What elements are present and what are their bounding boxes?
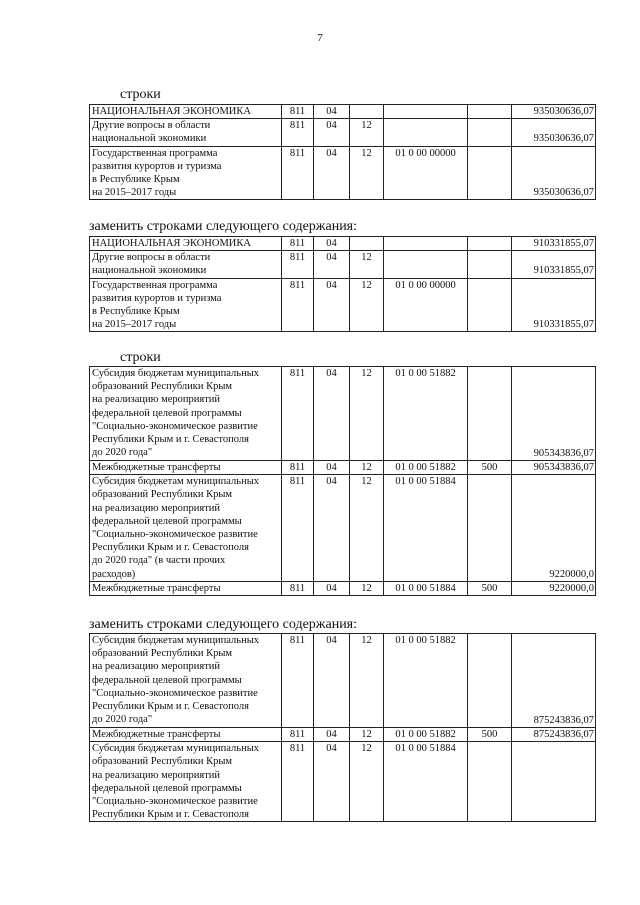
expense-type-cell bbox=[468, 119, 512, 146]
subsection-code-cell: 12 bbox=[350, 742, 384, 822]
ministry-code-cell: 811 bbox=[282, 146, 314, 200]
expense-type-cell bbox=[468, 105, 512, 119]
subsection-code-cell bbox=[350, 105, 384, 119]
table-row bbox=[90, 367, 596, 461]
section-code-cell: 04 bbox=[314, 105, 350, 119]
section-code-cell: 04 bbox=[314, 461, 350, 475]
expense-type-cell: 500 bbox=[468, 582, 512, 596]
ministry-code-cell: 811 bbox=[282, 367, 314, 461]
row-name-cell: Субсидия бюджетам муниципальных образований Республики Крым на реализацию мероприятий федеральной целевой программы "Социально-экономическое развитие Республики Крым и г. Севастополя до 2020 года" bbox=[90, 634, 282, 728]
ministry-code-cell: 811 bbox=[282, 728, 314, 742]
expense-type-cell bbox=[468, 367, 512, 461]
section-heading-rows-2: строки bbox=[120, 350, 161, 365]
ministry-code-cell: 811 bbox=[282, 278, 314, 332]
row-name-cell: НАЦИОНАЛЬНАЯ ЭКОНОМИКА bbox=[90, 237, 282, 251]
ministry-code-cell: 811 bbox=[282, 582, 314, 596]
section-code-cell: 04 bbox=[314, 237, 350, 251]
section-code-cell: 04 bbox=[314, 742, 350, 822]
section-heading-rows-1: строки bbox=[120, 87, 161, 102]
row-name-cell: Другие вопросы в области национальной экономики bbox=[90, 251, 282, 278]
amount-cell: 910331855,07 bbox=[512, 237, 596, 251]
amount-cell: 935030636,07 bbox=[512, 119, 596, 146]
expense-type-cell bbox=[468, 251, 512, 278]
table-row bbox=[90, 742, 596, 822]
ministry-code-cell: 811 bbox=[282, 105, 314, 119]
table-row bbox=[90, 582, 596, 596]
section-code-cell: 04 bbox=[314, 634, 350, 728]
table-row bbox=[90, 105, 596, 119]
amount-cell: 875243836,07 bbox=[512, 728, 596, 742]
amount-cell: 935030636,07 bbox=[512, 105, 596, 119]
subsection-code-cell: 12 bbox=[350, 119, 384, 146]
amount-cell: 905343836,07 bbox=[512, 461, 596, 475]
subsection-code-cell: 12 bbox=[350, 278, 384, 332]
target-article-cell: 01 0 00 51884 bbox=[384, 742, 468, 822]
expense-type-cell bbox=[468, 278, 512, 332]
ministry-code-cell: 811 bbox=[282, 461, 314, 475]
budget-table-original-economy bbox=[89, 104, 596, 200]
section-code-cell: 04 bbox=[314, 367, 350, 461]
row-name-cell: Межбюджетные трансферты bbox=[90, 461, 282, 475]
expense-type-cell bbox=[468, 475, 512, 582]
section-code-cell: 04 bbox=[314, 728, 350, 742]
row-name-cell: Субсидия бюджетам муниципальных образований Республики Крым на реализацию мероприятий федеральной целевой программы "Социально-экономическое развитие Республики Крым и г. Севастополя до 2020 года" bbox=[90, 367, 282, 461]
subsection-code-cell: 12 bbox=[350, 728, 384, 742]
row-name-cell: Межбюджетные трансферты bbox=[90, 582, 282, 596]
subsection-code-cell: 12 bbox=[350, 461, 384, 475]
subsection-code-cell: 12 bbox=[350, 146, 384, 200]
row-name-cell: Субсидия бюджетам муниципальных образований Республики Крым на реализацию мероприятий федеральной целевой программы "Социально-экономическое развитие Республики Крым и г. Севастополя до 2020 года" (в части прочих расходов) bbox=[90, 475, 282, 582]
amount-cell: 9220000,0 bbox=[512, 582, 596, 596]
target-article-cell: 01 0 00 00000 bbox=[384, 146, 468, 200]
target-article-cell: 01 0 00 51882 bbox=[384, 367, 468, 461]
budget-table-replacement-economy bbox=[89, 236, 596, 332]
budget-table-replacement-subsidies bbox=[89, 633, 596, 822]
section-heading-replace-2: заменить строками следующего содержания: bbox=[89, 617, 358, 632]
amount-cell: 905343836,07 bbox=[512, 367, 596, 461]
subsection-code-cell bbox=[350, 237, 384, 251]
row-name-cell: НАЦИОНАЛЬНАЯ ЭКОНОМИКА bbox=[90, 105, 282, 119]
amount-cell bbox=[512, 742, 596, 822]
expense-type-cell bbox=[468, 742, 512, 822]
page-number: 7 bbox=[317, 32, 323, 44]
target-article-cell: 01 0 00 51882 bbox=[384, 728, 468, 742]
target-article-cell: 01 0 00 51882 bbox=[384, 461, 468, 475]
ministry-code-cell: 811 bbox=[282, 742, 314, 822]
ministry-code-cell: 811 bbox=[282, 237, 314, 251]
expense-type-cell bbox=[468, 146, 512, 200]
table-row bbox=[90, 475, 596, 582]
section-heading-replace-1: заменить строками следующего содержания: bbox=[89, 219, 358, 234]
table-row bbox=[90, 146, 596, 200]
section-code-cell: 04 bbox=[314, 146, 350, 200]
ministry-code-cell: 811 bbox=[282, 119, 314, 146]
table-row bbox=[90, 251, 596, 278]
section-code-cell: 04 bbox=[314, 251, 350, 278]
target-article-cell bbox=[384, 237, 468, 251]
amount-cell: 910331855,07 bbox=[512, 251, 596, 278]
target-article-cell bbox=[384, 251, 468, 278]
target-article-cell: 01 0 00 00000 bbox=[384, 278, 468, 332]
table-row bbox=[90, 278, 596, 332]
table-row bbox=[90, 119, 596, 146]
table-row bbox=[90, 634, 596, 728]
ministry-code-cell: 811 bbox=[282, 475, 314, 582]
row-name-cell: Другие вопросы в области национальной экономики bbox=[90, 119, 282, 146]
subsection-code-cell: 12 bbox=[350, 251, 384, 278]
section-code-cell: 04 bbox=[314, 582, 350, 596]
table-row bbox=[90, 461, 596, 475]
amount-cell: 9220000,0 bbox=[512, 475, 596, 582]
table-row bbox=[90, 237, 596, 251]
row-name-cell: Государственная программа развития курортов и туризма в Республике Крым на 2015–2017 годы bbox=[90, 278, 282, 332]
section-code-cell: 04 bbox=[314, 119, 350, 146]
subsection-code-cell: 12 bbox=[350, 367, 384, 461]
subsection-code-cell: 12 bbox=[350, 582, 384, 596]
row-name-cell: Межбюджетные трансферты bbox=[90, 728, 282, 742]
section-code-cell: 04 bbox=[314, 475, 350, 582]
target-article-cell: 01 0 00 51884 bbox=[384, 475, 468, 582]
expense-type-cell bbox=[468, 237, 512, 251]
target-article-cell bbox=[384, 119, 468, 146]
row-name-cell: Субсидия бюджетам муниципальных образований Республики Крым на реализацию мероприятий федеральной целевой программы "Социально-экономическое развитие Республики Крым и г. Севастополя bbox=[90, 742, 282, 822]
expense-type-cell: 500 bbox=[468, 728, 512, 742]
section-code-cell: 04 bbox=[314, 278, 350, 332]
expense-type-cell: 500 bbox=[468, 461, 512, 475]
amount-cell: 910331855,07 bbox=[512, 278, 596, 332]
subsection-code-cell: 12 bbox=[350, 634, 384, 728]
target-article-cell: 01 0 00 51884 bbox=[384, 582, 468, 596]
ministry-code-cell: 811 bbox=[282, 251, 314, 278]
amount-cell: 875243836,07 bbox=[512, 634, 596, 728]
amount-cell: 935030636,07 bbox=[512, 146, 596, 200]
budget-table-original-subsidies bbox=[89, 366, 596, 596]
table-row bbox=[90, 728, 596, 742]
expense-type-cell bbox=[468, 634, 512, 728]
subsection-code-cell: 12 bbox=[350, 475, 384, 582]
ministry-code-cell: 811 bbox=[282, 634, 314, 728]
target-article-cell bbox=[384, 105, 468, 119]
row-name-cell: Государственная программа развития курортов и туризма в Республике Крым на 2015–2017 годы bbox=[90, 146, 282, 200]
target-article-cell: 01 0 00 51882 bbox=[384, 634, 468, 728]
